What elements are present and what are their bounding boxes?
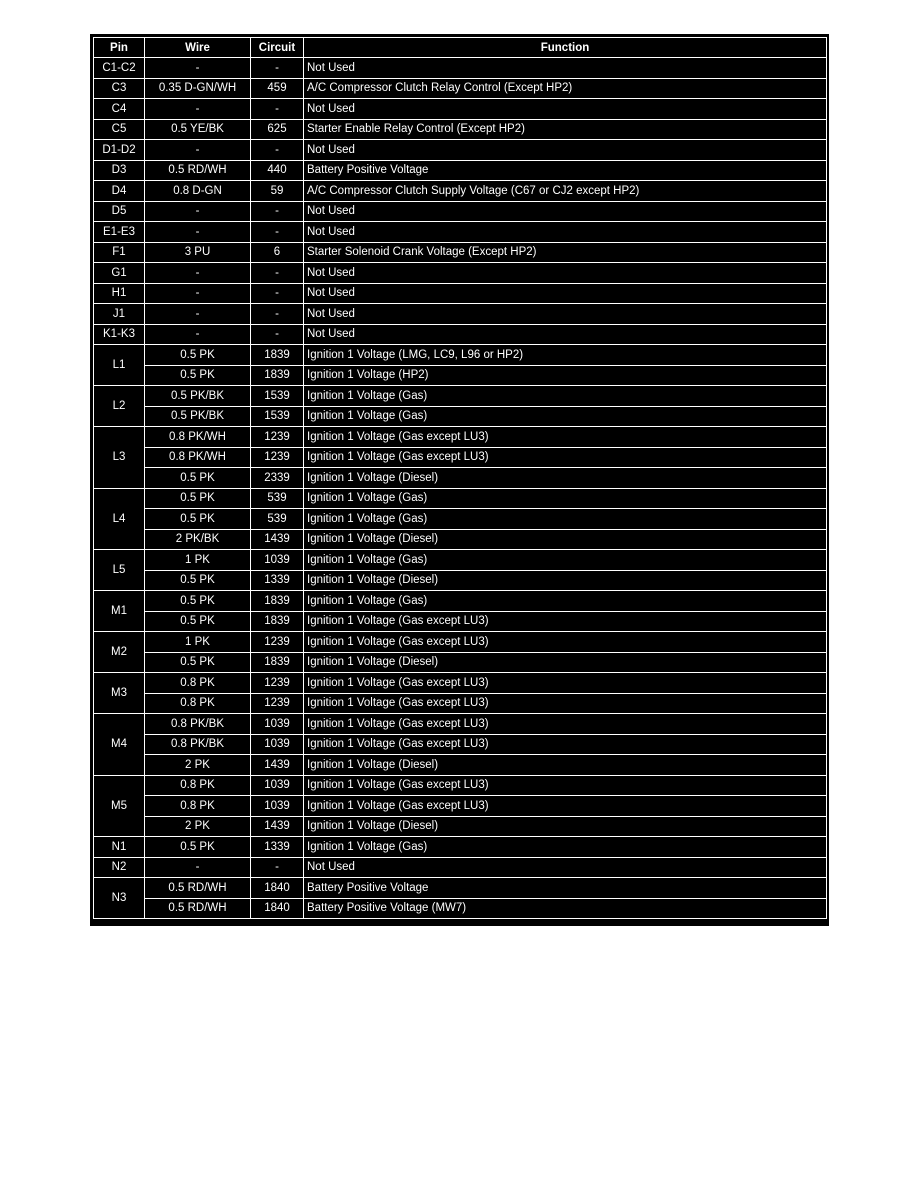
table-row <box>94 406 827 427</box>
table-row <box>94 898 827 919</box>
wire-cell: 0.8 PK <box>145 673 251 694</box>
circuit-cell: 1039 <box>251 734 304 755</box>
wire-cell: 3 PU <box>145 242 251 263</box>
circuit-cell: 1439 <box>251 816 304 837</box>
table-row <box>94 386 827 407</box>
pin-cell: C4 <box>94 99 145 120</box>
function-cell: Battery Positive Voltage (MW7) <box>304 898 827 919</box>
circuit-cell: 1339 <box>251 837 304 858</box>
pin-cell: H1 <box>94 283 145 304</box>
function-cell: Ignition 1 Voltage (Diesel) <box>304 468 827 489</box>
function-cell: Ignition 1 Voltage (Diesel) <box>304 652 827 673</box>
table-row <box>94 693 827 714</box>
table-row <box>94 468 827 489</box>
function-cell: Not Used <box>304 324 827 345</box>
pin-cell: M3 <box>94 673 145 714</box>
circuit-cell: 1439 <box>251 755 304 776</box>
table-row <box>94 652 827 673</box>
pin-cell: N3 <box>94 878 145 919</box>
wire-cell: - <box>145 283 251 304</box>
function-cell: Ignition 1 Voltage (Gas) <box>304 591 827 612</box>
table-row <box>94 160 827 181</box>
pin-cell: D1-D2 <box>94 140 145 161</box>
table-row <box>94 857 827 878</box>
function-cell: Ignition 1 Voltage (Gas except LU3) <box>304 796 827 817</box>
wire-cell: 0.35 D-GN/WH <box>145 78 251 99</box>
pin-cell: M5 <box>94 775 145 837</box>
table-row <box>94 263 827 284</box>
circuit-cell: 1239 <box>251 447 304 468</box>
circuit-cell: - <box>251 99 304 120</box>
wire-cell: 0.5 PK <box>145 591 251 612</box>
circuit-cell: 1239 <box>251 632 304 653</box>
wire-cell: 0.8 PK/WH <box>145 447 251 468</box>
function-cell: Not Used <box>304 222 827 243</box>
table-body <box>94 58 827 919</box>
circuit-cell: 1539 <box>251 386 304 407</box>
table-row <box>94 365 827 386</box>
function-cell: Not Used <box>304 283 827 304</box>
function-cell: Ignition 1 Voltage (Gas except LU3) <box>304 693 827 714</box>
pin-cell: D3 <box>94 160 145 181</box>
wire-cell: 0.5 PK <box>145 570 251 591</box>
table-row <box>94 550 827 571</box>
function-cell: A/C Compressor Clutch Relay Control (Except HP2) <box>304 78 827 99</box>
function-cell: Not Used <box>304 58 827 79</box>
table-row <box>94 570 827 591</box>
wire-cell: 1 PK <box>145 550 251 571</box>
pin-cell: G1 <box>94 263 145 284</box>
circuit-cell: 59 <box>251 181 304 202</box>
circuit-cell: - <box>251 58 304 79</box>
table-row <box>94 283 827 304</box>
circuit-cell: - <box>251 201 304 222</box>
circuit-cell: 440 <box>251 160 304 181</box>
function-cell: Ignition 1 Voltage (Diesel) <box>304 529 827 550</box>
wire-cell: 0.5 PK <box>145 345 251 366</box>
table-row <box>94 611 827 632</box>
function-cell: Ignition 1 Voltage (LMG, LC9, L96 or HP2) <box>304 345 827 366</box>
wire-cell: 0.5 PK <box>145 365 251 386</box>
wire-cell: 2 PK/BK <box>145 529 251 550</box>
circuit-cell: 6 <box>251 242 304 263</box>
table-row <box>94 78 827 99</box>
circuit-cell: - <box>251 304 304 325</box>
pin-cell: M1 <box>94 591 145 632</box>
wire-cell: 0.5 PK <box>145 837 251 858</box>
function-cell: Ignition 1 Voltage (Diesel) <box>304 816 827 837</box>
circuit-cell: - <box>251 263 304 284</box>
table-row <box>94 796 827 817</box>
pin-cell: F1 <box>94 242 145 263</box>
table-row <box>94 837 827 858</box>
wire-cell: 0.8 PK/WH <box>145 427 251 448</box>
circuit-cell: 539 <box>251 509 304 530</box>
wire-cell: 0.5 PK <box>145 652 251 673</box>
pin-cell: L3 <box>94 427 145 489</box>
circuit-cell: 1840 <box>251 878 304 899</box>
table-row <box>94 140 827 161</box>
wire-cell: - <box>145 58 251 79</box>
wire-cell: 0.5 PK <box>145 611 251 632</box>
function-cell: Ignition 1 Voltage (Gas) <box>304 550 827 571</box>
pin-cell: N1 <box>94 837 145 858</box>
function-cell: Battery Positive Voltage <box>304 160 827 181</box>
wire-cell: - <box>145 201 251 222</box>
circuit-cell: 1039 <box>251 714 304 735</box>
table-row <box>94 447 827 468</box>
wire-cell: 0.5 RD/WH <box>145 878 251 899</box>
table-row <box>94 529 827 550</box>
function-cell: Ignition 1 Voltage (Gas except LU3) <box>304 427 827 448</box>
table-row <box>94 734 827 755</box>
wire-cell: 2 PK <box>145 755 251 776</box>
wire-cell: - <box>145 304 251 325</box>
pin-cell: E1-E3 <box>94 222 145 243</box>
wire-cell: 0.5 PK <box>145 509 251 530</box>
pin-cell: L4 <box>94 488 145 550</box>
wire-cell: 0.5 RD/WH <box>145 160 251 181</box>
table-row <box>94 509 827 530</box>
circuit-cell: - <box>251 324 304 345</box>
function-cell: Ignition 1 Voltage (Diesel) <box>304 570 827 591</box>
circuit-cell: - <box>251 283 304 304</box>
function-cell: Battery Positive Voltage <box>304 878 827 899</box>
wire-cell: - <box>145 324 251 345</box>
circuit-cell: 1239 <box>251 693 304 714</box>
table-row <box>94 673 827 694</box>
function-cell: Not Used <box>304 99 827 120</box>
table-row <box>94 119 827 140</box>
wire-cell: - <box>145 263 251 284</box>
function-cell: Ignition 1 Voltage (Gas except LU3) <box>304 775 827 796</box>
header-pin: Pin <box>94 38 145 58</box>
circuit-cell: 1539 <box>251 406 304 427</box>
function-cell: Not Used <box>304 263 827 284</box>
function-cell: Ignition 1 Voltage (Gas except LU3) <box>304 447 827 468</box>
function-cell: Starter Solenoid Crank Voltage (Except HP2) <box>304 242 827 263</box>
table-row <box>94 222 827 243</box>
pin-cell: M2 <box>94 632 145 673</box>
circuit-cell: 539 <box>251 488 304 509</box>
pin-cell: L2 <box>94 386 145 427</box>
connector-pinout-table <box>93 37 827 919</box>
wire-cell: - <box>145 99 251 120</box>
circuit-cell: 1439 <box>251 529 304 550</box>
pin-cell: C3 <box>94 78 145 99</box>
table-row <box>94 775 827 796</box>
table-row <box>94 427 827 448</box>
function-cell: Starter Enable Relay Control (Except HP2) <box>304 119 827 140</box>
pin-cell: C1-C2 <box>94 58 145 79</box>
function-cell: Not Used <box>304 857 827 878</box>
circuit-cell: - <box>251 140 304 161</box>
circuit-cell: - <box>251 857 304 878</box>
wire-cell: 0.8 PK <box>145 693 251 714</box>
wire-cell: 0.5 YE/BK <box>145 119 251 140</box>
wire-cell: 0.8 PK <box>145 796 251 817</box>
table-row <box>94 816 827 837</box>
table-row <box>94 714 827 735</box>
circuit-cell: 1839 <box>251 652 304 673</box>
header-function: Function <box>304 38 827 58</box>
function-cell: A/C Compressor Clutch Supply Voltage (C67 or CJ2 except HP2) <box>304 181 827 202</box>
circuit-cell: 1039 <box>251 796 304 817</box>
table-row <box>94 878 827 899</box>
table-row <box>94 591 827 612</box>
wire-cell: 0.8 PK/BK <box>145 714 251 735</box>
wire-cell: 0.8 D-GN <box>145 181 251 202</box>
wire-cell: 2 PK <box>145 816 251 837</box>
circuit-cell: 2339 <box>251 468 304 489</box>
wire-cell: - <box>145 222 251 243</box>
function-cell: Ignition 1 Voltage (Gas) <box>304 386 827 407</box>
circuit-cell: 1239 <box>251 427 304 448</box>
circuit-cell: 1239 <box>251 673 304 694</box>
table-row <box>94 181 827 202</box>
pin-cell: D5 <box>94 201 145 222</box>
function-cell: Ignition 1 Voltage (Diesel) <box>304 755 827 776</box>
table-row <box>94 755 827 776</box>
table-row <box>94 304 827 325</box>
circuit-cell: 459 <box>251 78 304 99</box>
wire-cell: 0.5 PK/BK <box>145 406 251 427</box>
table-row <box>94 345 827 366</box>
wire-cell: - <box>145 140 251 161</box>
function-cell: Ignition 1 Voltage (HP2) <box>304 365 827 386</box>
wire-cell: 0.8 PK/BK <box>145 734 251 755</box>
circuit-cell: 625 <box>251 119 304 140</box>
function-cell: Ignition 1 Voltage (Gas) <box>304 488 827 509</box>
function-cell: Ignition 1 Voltage (Gas) <box>304 837 827 858</box>
header-wire: Wire <box>145 38 251 58</box>
function-cell: Ignition 1 Voltage (Gas except LU3) <box>304 734 827 755</box>
circuit-cell: - <box>251 222 304 243</box>
table-row <box>94 201 827 222</box>
function-cell: Ignition 1 Voltage (Gas except LU3) <box>304 714 827 735</box>
function-cell: Ignition 1 Voltage (Gas) <box>304 406 827 427</box>
function-cell: Not Used <box>304 140 827 161</box>
function-cell: Ignition 1 Voltage (Gas except LU3) <box>304 632 827 653</box>
circuit-cell: 1840 <box>251 898 304 919</box>
pin-cell: N2 <box>94 857 145 878</box>
pin-cell: D4 <box>94 181 145 202</box>
pin-cell: L1 <box>94 345 145 386</box>
circuit-cell: 1039 <box>251 550 304 571</box>
circuit-cell: 1839 <box>251 591 304 612</box>
function-cell: Not Used <box>304 201 827 222</box>
circuit-cell: 1839 <box>251 345 304 366</box>
function-cell: Ignition 1 Voltage (Gas) <box>304 509 827 530</box>
table-header-row <box>94 38 827 58</box>
header-circuit: Circuit <box>251 38 304 58</box>
table-row <box>94 242 827 263</box>
wire-cell: - <box>145 857 251 878</box>
pin-cell: L5 <box>94 550 145 591</box>
wire-cell: 0.5 PK <box>145 488 251 509</box>
table-row <box>94 632 827 653</box>
circuit-cell: 1039 <box>251 775 304 796</box>
wire-cell: 0.5 PK <box>145 468 251 489</box>
function-cell: Ignition 1 Voltage (Gas except LU3) <box>304 673 827 694</box>
pin-cell: M4 <box>94 714 145 776</box>
function-cell: Ignition 1 Voltage (Gas except LU3) <box>304 611 827 632</box>
pin-cell: J1 <box>94 304 145 325</box>
table-row <box>94 488 827 509</box>
wire-cell: 0.5 RD/WH <box>145 898 251 919</box>
connector-table-frame <box>90 34 829 926</box>
function-cell: Not Used <box>304 304 827 325</box>
table-row <box>94 324 827 345</box>
wire-cell: 0.5 PK/BK <box>145 386 251 407</box>
circuit-cell: 1339 <box>251 570 304 591</box>
pin-cell: K1-K3 <box>94 324 145 345</box>
wire-cell: 0.8 PK <box>145 775 251 796</box>
circuit-cell: 1839 <box>251 365 304 386</box>
table-row <box>94 99 827 120</box>
pin-cell: C5 <box>94 119 145 140</box>
table-row <box>94 58 827 79</box>
circuit-cell: 1839 <box>251 611 304 632</box>
wire-cell: 1 PK <box>145 632 251 653</box>
